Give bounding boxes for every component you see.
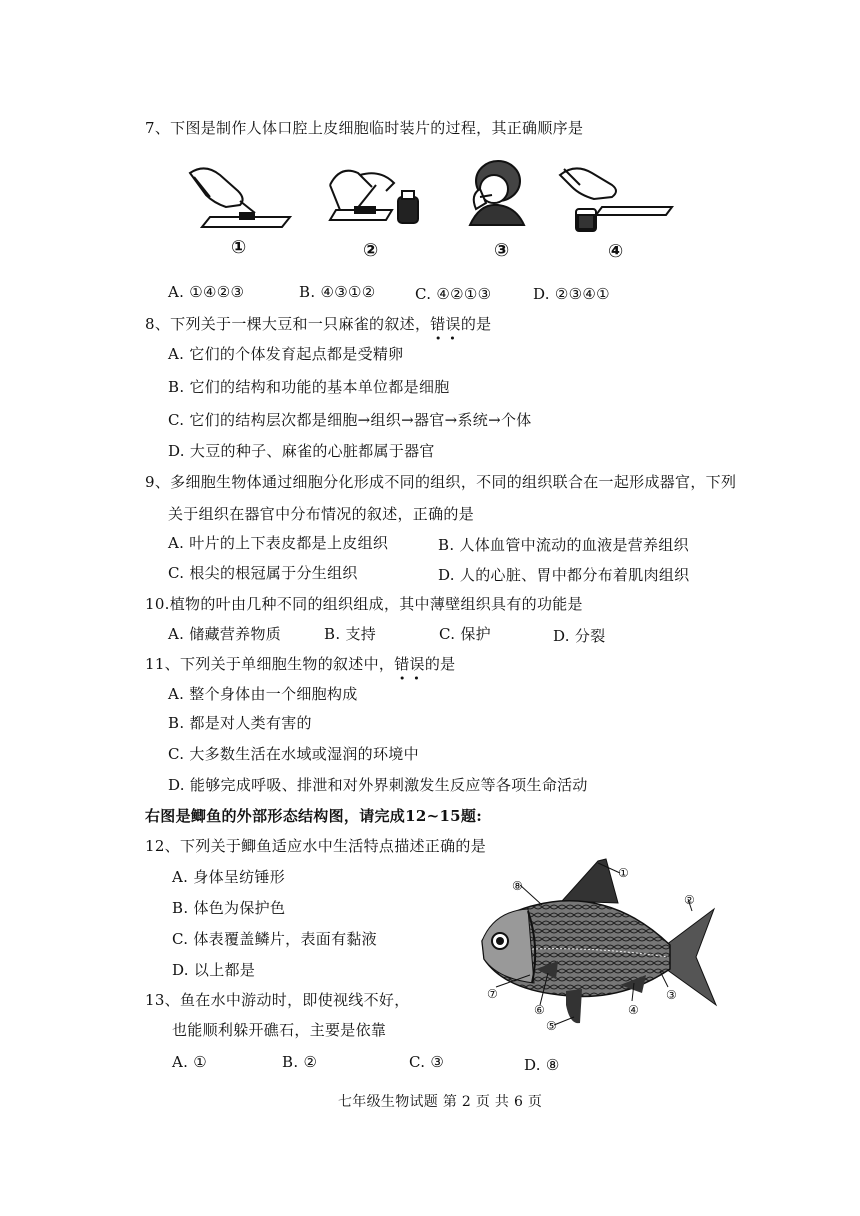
q7-option-b: B. ④③①② [299, 283, 376, 301]
q11-stem-prefix: 11、下列关于单细胞生物的叙述中， [145, 655, 395, 673]
step1-illustration [190, 168, 290, 227]
q10-option-d: D. 分裂 [553, 627, 606, 645]
q11-option-b: B. 都是对人类有害的 [168, 714, 312, 732]
fish-label-5: ⑤ [546, 1019, 558, 1033]
fish-label-2: ② [684, 893, 696, 907]
q9-option-a: A. 叶片的上下表皮都是上皮组织 [168, 534, 389, 552]
q11-option-d: D. 能够完成呼吸、排泄和对外界刺激发生反应等各项生命活动 [168, 776, 588, 794]
fish-label-1: ① [618, 866, 630, 880]
fish-head [482, 909, 534, 983]
q7-step-label-3: ③ [494, 240, 510, 261]
q13-option-a: A. ① [172, 1053, 208, 1071]
q12-option-a: A. 身体呈纺锤形 [172, 868, 286, 886]
step2-illustration [330, 171, 418, 223]
q12-option-d: D. 以上都是 [172, 961, 256, 979]
pelvic-fin [566, 989, 582, 1023]
q10-option-b: B. 支持 [324, 625, 377, 643]
q10-option-c: C. 保护 [439, 625, 491, 643]
q8-stem [145, 314, 491, 334]
q8-option-d: D. 大豆的种子、麻雀的心脏都属于器官 [168, 442, 435, 460]
crucian-carp-figure [470, 855, 730, 1040]
q8-stem-suffix: 的是 [460, 315, 492, 333]
q7-option-d: D. ②③④① [533, 285, 610, 303]
q7-stem: 7、下图是制作人体口腔上皮细胞临时装片的过程，其正确顺序是 [145, 119, 584, 137]
q7-option-a: A. ①④②③ [168, 283, 245, 301]
q8-stem-prefix: 8、下列关于一棵大豆和一只麻雀的叙述， [145, 315, 431, 333]
q7-step-label-2: ② [363, 240, 379, 261]
q8-option-b: B. 它们的结构和功能的基本单位都是细胞 [168, 378, 450, 396]
q10-option-a: A. 储藏营养物质 [168, 625, 282, 643]
q7-step-label-4: ④ [608, 241, 624, 262]
step4-illustration [560, 168, 672, 231]
fish-label-7: ⑦ [487, 987, 499, 1001]
q13-option-b: B. ② [282, 1053, 318, 1071]
q13-option-c: C. ③ [409, 1053, 445, 1071]
q11-stem-suffix: 的是 [424, 655, 456, 673]
q9-stem-line2: 关于组织在器官中分布情况的叙述，正确的是 [168, 505, 475, 523]
q9-option-c: C. 根尖的根冠属于分生组织 [168, 564, 358, 582]
q7-step-label-1: ① [231, 237, 247, 258]
q10-stem: 10.植物的叶由几种不同的组织组成，其中薄壁组织具有的功能是 [145, 595, 583, 613]
q9-option-d: D. 人的心脏、胃中都分布着肌肉组织 [438, 566, 690, 584]
q8-stem-emphasis: 错误 [430, 315, 461, 333]
intro-12-15: 右图是鲫鱼的外部形态结构图，请完成12~15题: [145, 807, 483, 825]
q12-stem: 12、下列关于鲫鱼适应水中生活特点描述正确的是 [145, 837, 486, 855]
q12-option-c: C. 体表覆盖鳞片，表面有黏液 [172, 930, 377, 948]
q9-stem-line1: 9、多细胞生物体通过细胞分化形成不同的组织，不同的组织联合在一起形成器官，下列 [145, 473, 737, 491]
q13-stem-line1: 13、鱼在水中游动时，即使视线不好， [145, 991, 410, 1009]
q7-option-c: C. ④②①③ [415, 285, 492, 303]
fish-label-6: ⑥ [534, 1003, 546, 1017]
fish-label-3: ③ [666, 988, 678, 1002]
q8-option-a: A. 它们的个体发育起点都是受精卵 [168, 345, 404, 363]
dorsal-fin [562, 859, 618, 903]
q9-option-b: B. 人体血管中流动的血液是营养组织 [438, 536, 689, 554]
q13-option-d: D. ⑧ [524, 1056, 560, 1074]
q11-stem [145, 654, 455, 674]
q11-option-a: A. 整个身体由一个细胞构成 [168, 685, 358, 703]
q12-option-b: B. 体色为保护色 [172, 899, 286, 917]
fish-label-4: ④ [628, 1003, 640, 1017]
step3-illustration [470, 161, 524, 225]
q11-option-c: C. 大多数生活在水域或湿润的环境中 [168, 745, 419, 763]
q11-stem-emphasis: 错误 [394, 655, 425, 673]
fish-label-8: ⑧ [512, 879, 524, 893]
page-footer: 七年级生物试题 第 2 页 共 6 页 [338, 1094, 543, 1110]
q8-option-c: C. 它们的结构层次都是细胞→组织→器官→系统→个体 [168, 411, 532, 429]
q13-stem-line2: 也能顺利躲开礁石，主要是依靠 [172, 1021, 387, 1039]
